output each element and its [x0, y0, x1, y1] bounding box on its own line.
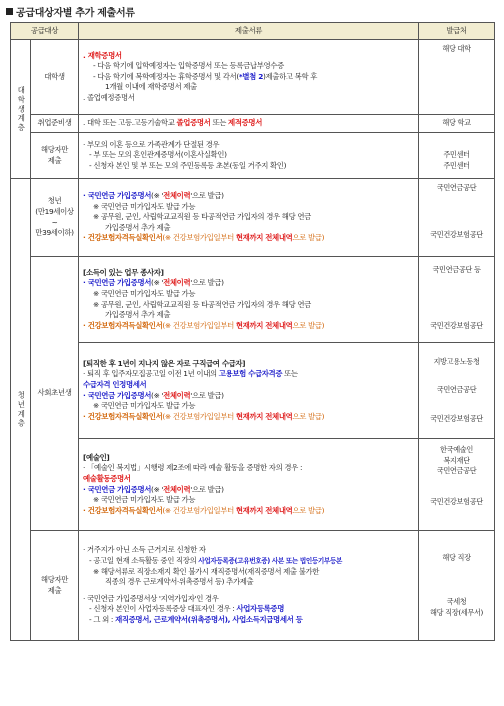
table-row: [11, 343, 495, 439]
header-target: 공급대상: [11, 23, 79, 40]
header-docs: 제출서류: [79, 23, 419, 40]
target-social: 사회초년생: [31, 257, 79, 531]
issuer-social-artist: 한국예술인 복지재단 국민연금공단 국민건강보험공단: [419, 439, 495, 531]
issuer-parent-only: 주민센터 주민센터: [419, 133, 495, 179]
table-row: [11, 40, 495, 115]
table-row: [11, 257, 495, 343]
issuer-youth: 국민연금공단 국민건강보험공단: [419, 179, 495, 257]
table-row: [11, 115, 495, 133]
table-row: [11, 439, 495, 531]
issuer-job: 해당 학교: [419, 115, 495, 133]
issuer-univ: 해당 대학: [419, 40, 495, 115]
docs-univ: . 재학증명서 - 다음 학기에 입학예정자는 입학증명서 또는 등록금납부영수증 - 다음 학기에 복학예정자는 휴학증명서 및 각서(*별첨 2)제출하고 복학 후 1개월 이내에 재학증명서 제출 . 졸업예정증명서: [79, 40, 419, 115]
table-header: [11, 23, 495, 40]
target-youth-only: 해당자만 제출: [31, 531, 79, 641]
docs-youth: · 국민연금 가입증명서(※ '전체이력'으로 발급) ※ 국민연금 미가입자도 발급 가능 ※ 공무원, 군인, 사립학교교직원 등 타공적연금 가입자의 경우 해당 연금 가입증명서 추가 제출 · 건강보험자격득실확인서(※ 건강보험가입일부터 현재까지 전체내역으로 발급): [79, 179, 419, 257]
issuer-social-worker: 국민연금공단 등 국민건강보험공단: [419, 257, 495, 343]
documents-table: [10, 22, 495, 641]
table-row: [11, 133, 495, 179]
page-title: 공급대상자별 추가 제출서류: [6, 4, 135, 19]
docs-social-unemployed: [퇴직한 후 1년이 지나지 않은 자로 구직급여 수급자] · 퇴직 후 입주자모집공고일 이전 1년 이내의 고용보험 수급자격증 또는 수급자격 인정명세서 · 국민연금 가입증명서(※ '전체이력'으로 발급) ※ 국민연금 미가입자도 발급 가능 · 건강보험자격득실확인서(※ 건강보험가입일부터 현재까지 전체내역으로 발급): [79, 343, 419, 439]
target-job: 취업준비생: [31, 115, 79, 133]
docs-youth-only: · 거주지가 아닌 소득 근거지로 신청한 자 - 공고일 현재 소득활동 중인 직장의 사업자등록증(고유번호증) 사본 또는 법인등기부등본 ※ 해당서류로 직장소재지 확인 불가시 재직증명서(재직증명서 제출 불가한 직종의 경우 근로계약서·위촉증명서 등) 추가제출 · 국민연금 가입증명서상 '지역가입자'인 경우 - 신청자 본인이 사업자등록증상 대표자인 경우 : 사업자등록증명 - 그 외 : 재직증명서, 근로계약서(위촉증명서), 사업소득지급명세서 등: [79, 531, 419, 641]
target-youth: 청년 (만19세이상 ~ 만39세이하): [31, 179, 79, 257]
target-parent-only: 해당자만 제출: [31, 133, 79, 179]
docs-social-worker: [소득이 있는 업무 종사자] · 국민연금 가입증명서(※ '전체이력'으로 발급) ※ 국민연금 미가입자도 발급 가능 ※ 공무원, 군인, 사립학교교직원 등 타공적연금 가입자의 경우 해당 연금 가입증명서 추가 제출 · 건강보험자격득실확인서(※ 건강보험가입일부터 현재까지 전체내역으로 발급): [79, 257, 419, 343]
group-student: 대학생계층: [11, 40, 31, 179]
square-bullet-icon: [6, 8, 13, 15]
docs-social-artist: [예술인] · 「예술인 복지법」시행령 제2조에 따라 예술 활동을 증명한 자의 경우 : 예술활동증명서 · 국민연금 가입증명서(※ '전체이력'으로 발급) ※ 국민연금 미가입자도 발급 가능 · 건강보험자격득실확인서(※ 건강보험가입일부터 현재까지 전체내역으로 발급): [79, 439, 419, 531]
issuer-youth-only: 해당 직장 국세청 해당 직장(세무서): [419, 531, 495, 641]
docs-job: . 대학 또는 고등.고등기술학교 졸업증명서 또는 제적증명서: [79, 115, 419, 133]
docs-parent-only: · 부모의 이혼 등으로 가족관계가 단절된 경우 - 부 또는 모의 혼인관계증명서(이혼사실확인) - 신청자 본인 및 부 또는 모의 주민등록등 초본(동일 거주지 확인): [79, 133, 419, 179]
target-univ: 대학생: [31, 40, 79, 115]
table-row: [11, 179, 495, 257]
table-row: [11, 531, 495, 641]
group-youth: 청년계층: [11, 179, 31, 641]
header-issuer: 발급처: [419, 23, 495, 40]
issuer-social-unemployed: 지방고용노동청 국민연금공단 국민건강보험공단: [419, 343, 495, 439]
